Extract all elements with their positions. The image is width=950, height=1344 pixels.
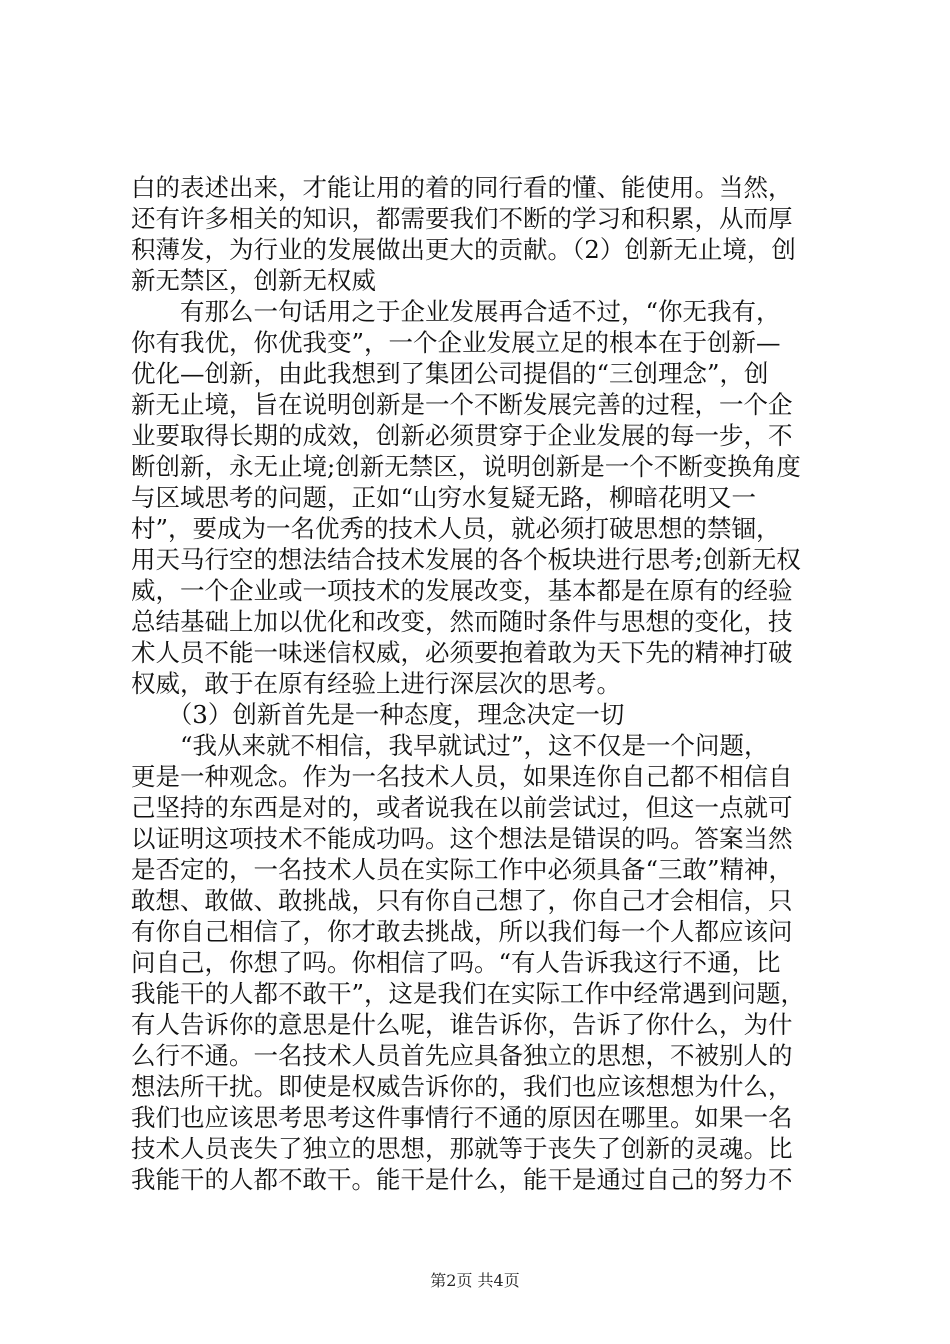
- text-line: 更是一种观念。作为一名技术人员，如果连你自己都不相信自: [131, 762, 793, 791]
- text-line: 用天马行空的想法结合技术发展的各个板块进行思考;创新无权: [131, 545, 801, 574]
- text-line: 么行不通。一名技术人员首先应具备独立的思想，不被别人的: [131, 1041, 793, 1070]
- text-line: 白的表述出来，才能让用的着的同行看的懂、能使用。当然，: [131, 173, 793, 202]
- text-line: 有人告诉你的意思是什么呢，谁告诉你，告诉了你什么，为什: [131, 1010, 793, 1039]
- text-line: 我能干的人都不敢干。能干是什么，能干是通过自己的努力不: [131, 1165, 793, 1194]
- text-line: 术人员不能一味迷信权威，必须要抱着敢为天下先的精神打破: [131, 638, 793, 667]
- text-line: 业要取得长期的成效，创新必须贯穿于企业发展的每一步，不: [131, 421, 793, 450]
- text-line: 问自己，你想了吗。你相信了吗。“有人告诉我这行不通，比: [131, 948, 781, 977]
- text-line: 想法所干扰。即使是权威告诉你的，我们也应该想想为什么，: [131, 1072, 793, 1101]
- text-line: 敢想、敢做、敢挑战，只有你自己想了，你自己才会相信，只: [131, 886, 793, 915]
- text-line: 优化—创新，由此我想到了集团公司提倡的“三创理念”，创: [131, 359, 769, 388]
- text-line: 新无禁区，创新无权威: [131, 266, 376, 295]
- text-line: 以证明这项技术不能成功吗。这个想法是错误的吗。答案当然: [131, 824, 793, 853]
- text-line: 断创新，永无止境;创新无禁区，说明创新是一个不断变换角度: [131, 452, 801, 481]
- text-line: “我从来就不相信，我早就试过”，这不仅是一个问题，: [131, 731, 769, 760]
- text-line: （3）创新首先是一种态度，理念决定一切: [131, 700, 625, 729]
- text-line: 是否定的，一名技术人员在实际工作中必须具备“三敢”精神，: [131, 855, 794, 884]
- text-line: 有那么一句话用之于企业发展再合适不过，“你无我有，: [131, 297, 781, 326]
- text-line: 新无止境，旨在说明创新是一个不断发展完善的过程，一个企: [131, 390, 793, 419]
- text-line: 还有许多相关的知识，都需要我们不断的学习和积累，从而厚: [131, 204, 793, 233]
- text-line: 与区域思考的问题，正如“山穷水复疑无路，柳暗花明又一: [131, 483, 757, 512]
- text-line: 有你自己相信了，你才敢去挑战，所以我们每一个人都应该问: [131, 917, 793, 946]
- text-line: 我能干的人都不敢干”，这是我们在实际工作中经常遇到问题，: [131, 979, 806, 1008]
- page-number-footer: 第2页 共4页: [430, 1271, 520, 1290]
- text-line: 技术人员丧失了独立的思想，那就等于丧失了创新的灵魂。比: [131, 1134, 793, 1163]
- text-line: 积薄发，为行业的发展做出更大的贡献。（2）创新无止境，创: [131, 235, 796, 264]
- text-line: 威，一个企业或一项技术的发展改变，基本都是在原有的经验: [131, 576, 793, 605]
- text-line: 村”，要成为一名优秀的技术人员，就必须打破思想的禁锢，: [131, 514, 781, 543]
- text-line: 我们也应该思考思考这件事情行不通的原因在哪里。如果一名: [131, 1103, 793, 1132]
- text-line: 你有我优，你优我变”，一个企业发展立足的根本在于创新—: [131, 328, 781, 357]
- text-line: 总结基础上加以优化和改变，然而随时条件与思想的变化，技: [131, 607, 793, 636]
- text-line: 己坚持的东西是对的，或者说我在以前尝试过，但这一点就可: [131, 793, 793, 822]
- body-text: [131, 172, 831, 1195]
- text-line: 权威，敢于在原有经验上进行深层次的思考。: [131, 669, 621, 698]
